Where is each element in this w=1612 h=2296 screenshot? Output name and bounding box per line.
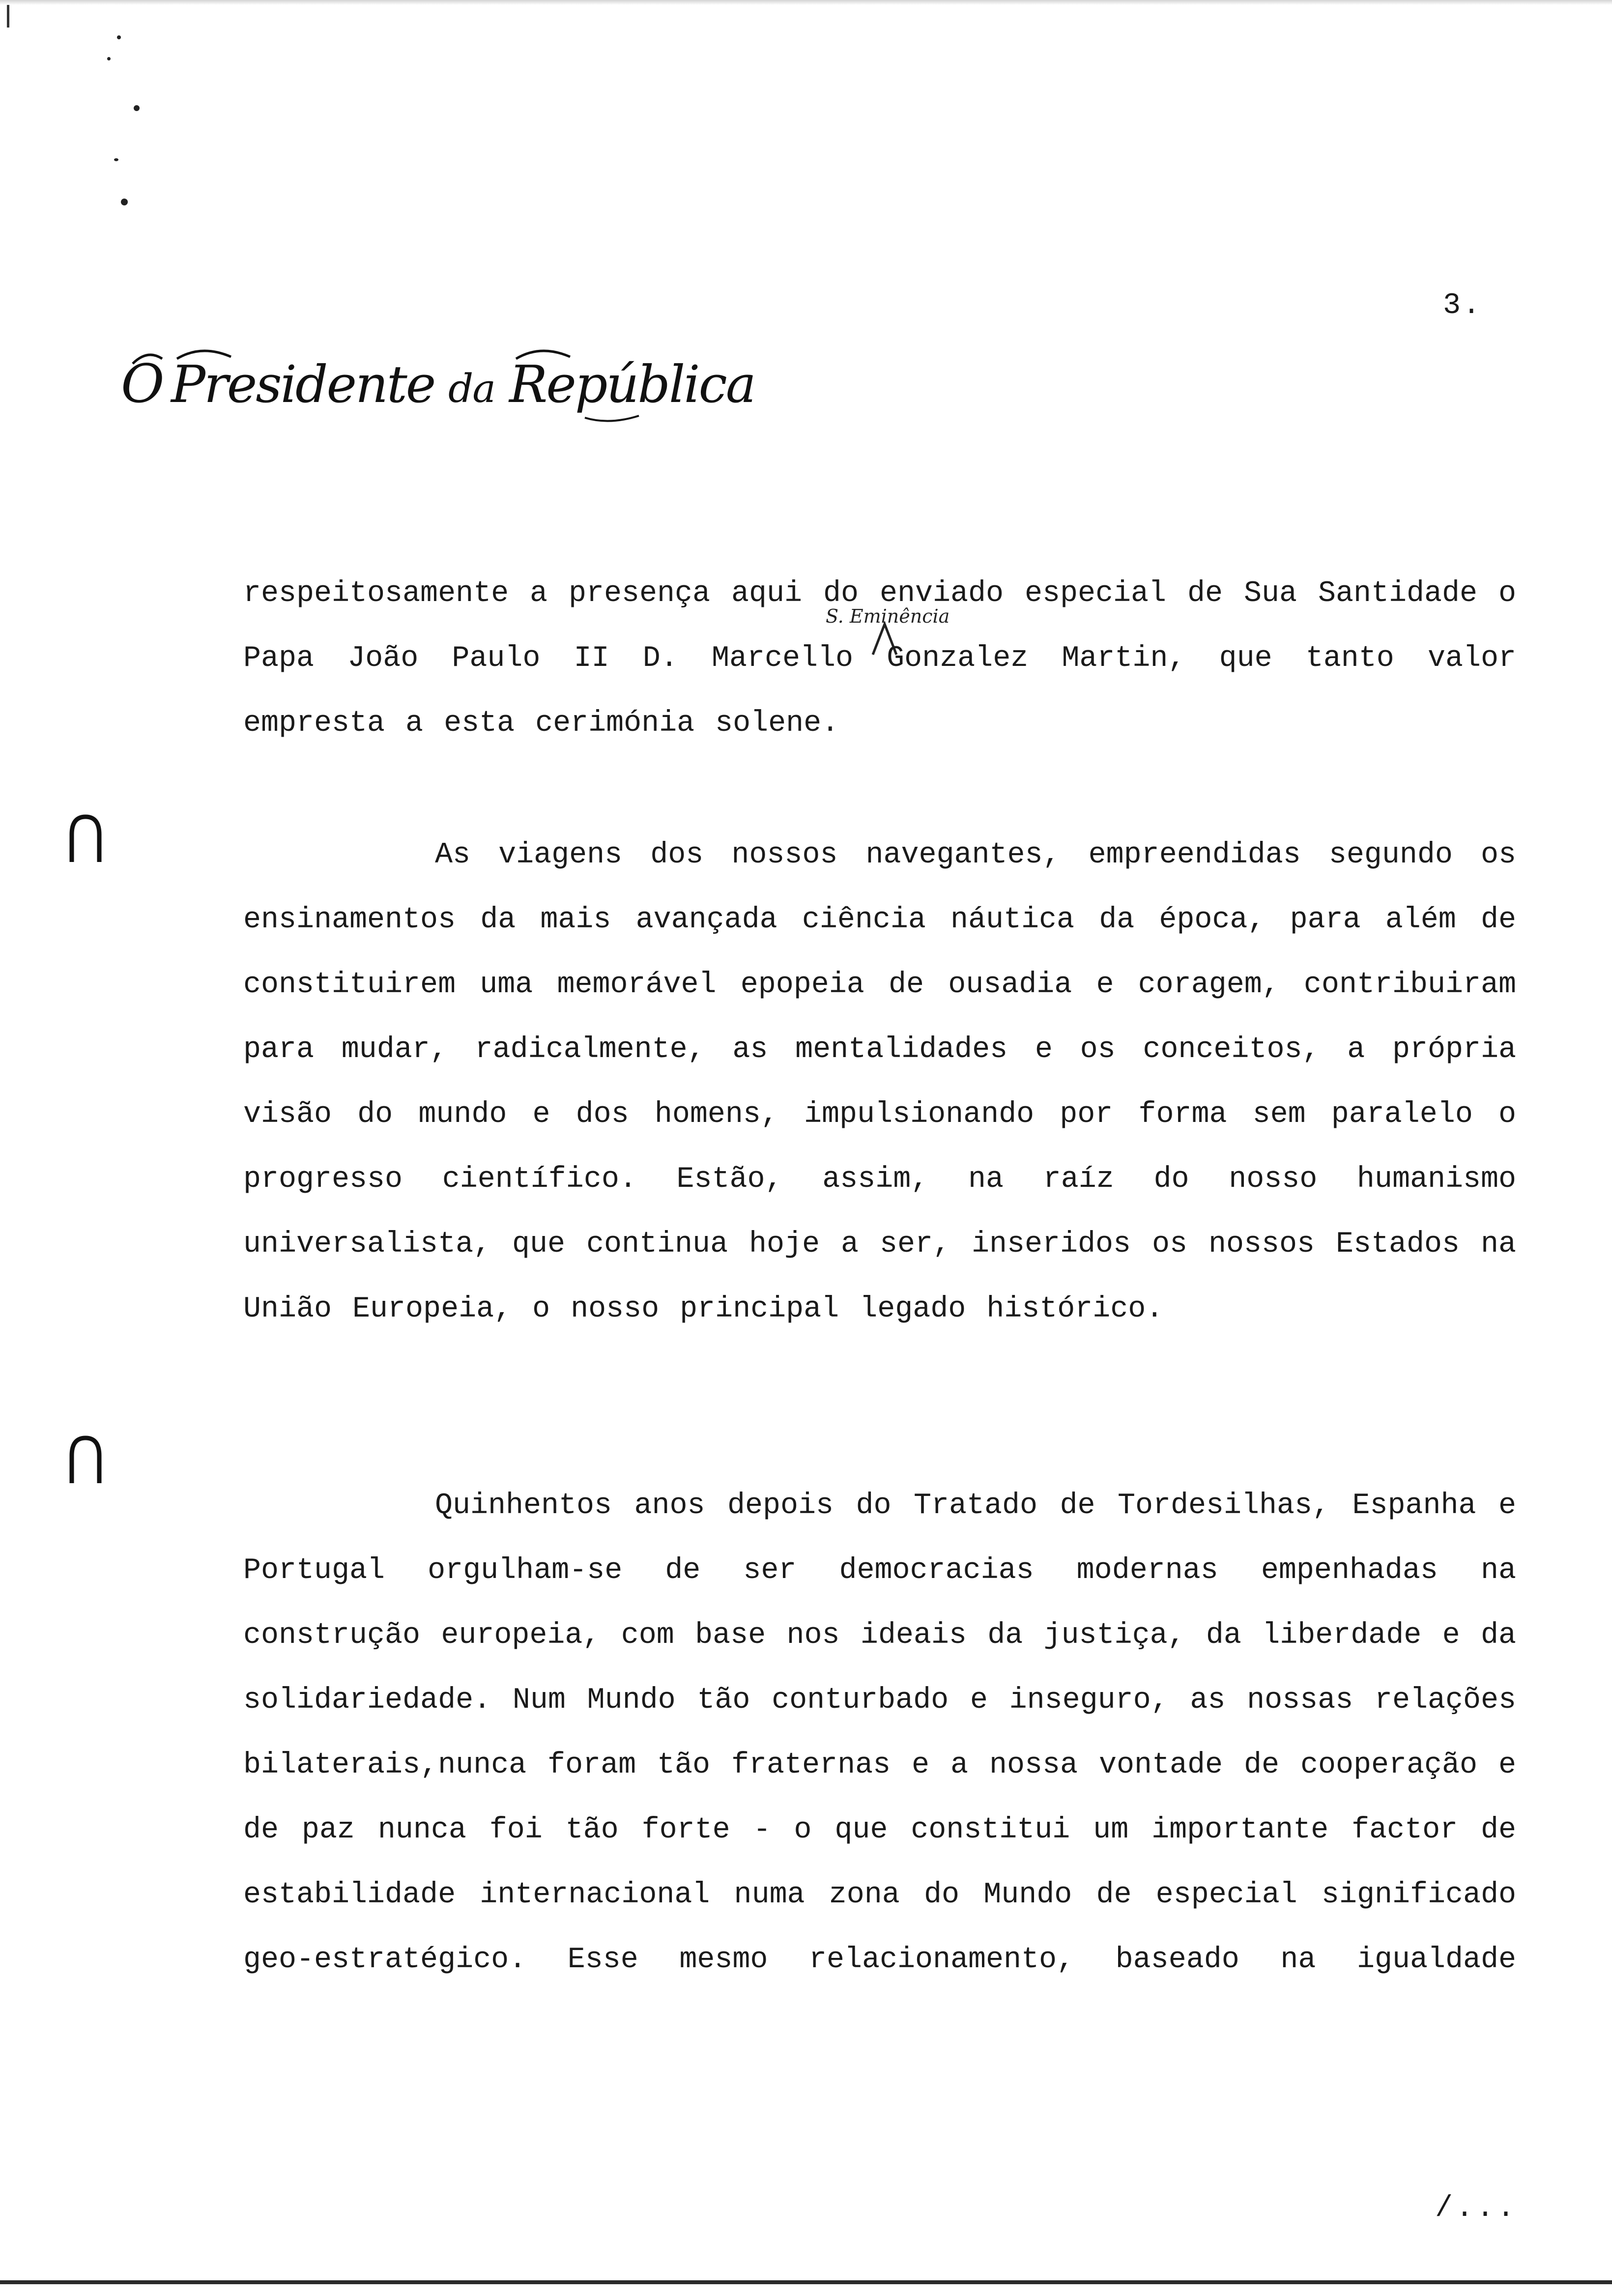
continuation-mark: /... — [1435, 2192, 1518, 2225]
svg-text:da: da — [448, 366, 495, 411]
letterhead — [118, 344, 755, 430]
punch-hole-top — [68, 814, 103, 863]
scan-speck — [117, 35, 121, 39]
paragraph-2: As viagens dos nossos navegantes, empreendidas segundo os ensinamentos da mais avançada ciência náutica da época, para além de constituirem uma memorável epopeia de ousadia e coragem, contribuiram para mudar, radicalmente, as mentalidades e os conceitos, a própria visão do mundo e dos homens, impulsionando por forma sem paralelo o progresso científico. Estão, assim, na raíz do nosso humanismo universalista, que continua hoje a ser, inseridos os nossos Estados na União Europeia, o nosso principal legado histórico. — [243, 838, 1516, 1326]
paragraph-1: respeitosamente a presença aqui do enviado especial de Sua Santidade o Papa João Paulo II D. Marcello Gonzalez Martin, que tanto valor empresta a esta cerimónia solene. — [243, 577, 1516, 740]
letterhead-script-logo — [118, 344, 755, 428]
scan-top-edge — [0, 0, 1612, 5]
handwritten-annotation: S. Eminência — [826, 605, 950, 627]
punch-hole-bottom — [68, 1435, 103, 1484]
scan-bottom-edge — [0, 2280, 1612, 2284]
svg-text:República: República — [509, 354, 755, 414]
page-number: 3. — [1443, 289, 1483, 322]
paragraph-3: Quinhentos anos depois do Tratado de Tordesilhas, Espanha e Portugal orgulham-se de ser democracias modernas empenhadas na construção europeia, com base nos ideais da justiça, da liberdade e da solidariedade. Num Mundo tão conturbado e inseguro, as nossas relações bilaterais,nunca foram tão fraternas e a nossa vontade de cooperação e de paz nunca foi tão forte - o que constitui um importante factor de estabilidade internacional numa zona do Mundo de especial significado geo-estratégico. Esse mesmo relacionamento, baseado na igualdade — [243, 1489, 1516, 1977]
scan-speck — [121, 199, 128, 205]
scan-left-mark — [7, 5, 9, 28]
scan-speck — [107, 57, 111, 60]
scan-speck — [134, 105, 140, 111]
svg-text:Presidente: Presidente — [171, 354, 435, 414]
svg-text:O: O — [121, 353, 164, 415]
scan-speck — [114, 158, 118, 161]
